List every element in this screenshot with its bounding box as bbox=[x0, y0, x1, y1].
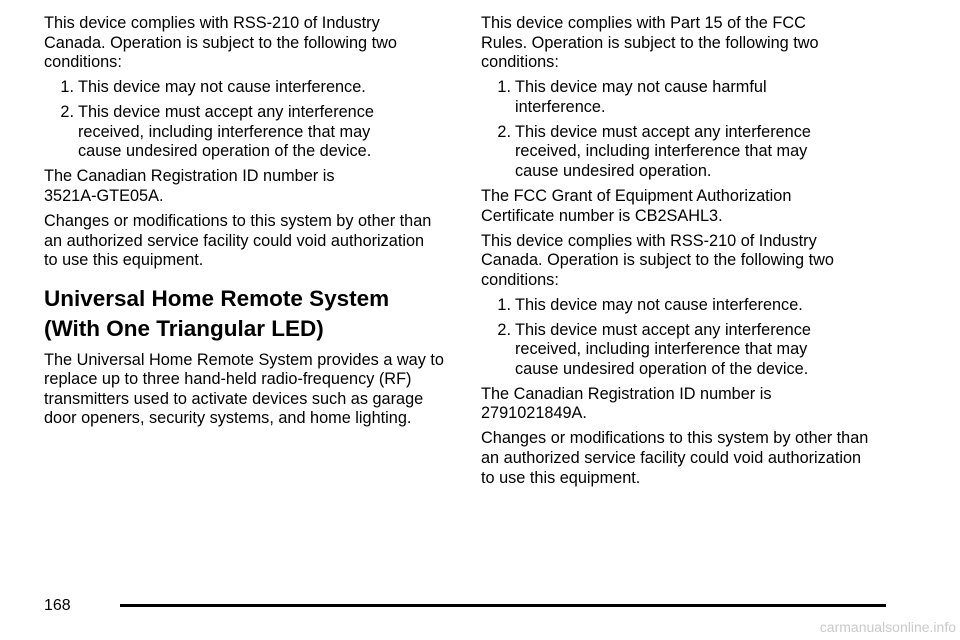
list-item-number: 2. bbox=[60, 103, 74, 122]
list-item-text: This device may not cause harmful interference. bbox=[515, 78, 767, 116]
list-item bbox=[481, 296, 881, 316]
page-number: 168 bbox=[44, 597, 71, 614]
footer-rule bbox=[120, 604, 886, 607]
rss-intro-paragraph: This device complies with RSS-210 of Industry Canada. Operation is subject to the following two conditions: bbox=[44, 14, 397, 72]
list-item bbox=[44, 103, 444, 162]
changes-paragraph: Changes or modifications to this system by other than an authorized service facility could void authorization to use this equipment. bbox=[44, 211, 432, 270]
fcc-intro-paragraph: This device complies with Part 15 of the FCC Rules. Operation is subject to the following two conditions: bbox=[481, 14, 819, 72]
list-item-number: 1. bbox=[497, 295, 511, 314]
fcc-conditions-list bbox=[481, 78, 881, 181]
rss-conditions-list bbox=[44, 78, 444, 162]
list-item-number: 2. bbox=[497, 122, 511, 141]
list-item bbox=[44, 78, 444, 98]
list-item-text: This device may not cause interference. bbox=[515, 295, 803, 314]
list-item-number: 1. bbox=[497, 78, 511, 97]
fcc-grant-paragraph: The FCC Grant of Equipment Authorization Certificate number is CB2SAHL3. bbox=[481, 186, 792, 225]
list-item bbox=[481, 321, 881, 380]
right-column bbox=[481, 14, 881, 494]
list-item bbox=[481, 78, 881, 117]
list-item-text: This device may not cause interference. bbox=[78, 78, 366, 97]
list-item-number: 1. bbox=[60, 78, 74, 97]
list-item-number: 2. bbox=[497, 320, 511, 339]
description-paragraph: The Universal Home Remote System provides a way to replace up to three hand-held radio-frequency (RF) transmitters used to activate devices such as garage door openers, security systems, and home lighting. bbox=[44, 350, 444, 428]
changes-paragraph: Changes or modifications to this system by other than an authorized service facility could void authorization to use this equipment. bbox=[481, 429, 869, 487]
watermark: carmanualsonline.info bbox=[819, 619, 956, 635]
list-item-text: This device must accept any interference received, including interference that may cause undesired operation of the device. bbox=[515, 320, 811, 378]
left-column bbox=[44, 14, 444, 434]
list-item-text: This device must accept any interference received, including interference that may cause undesired operation. bbox=[515, 122, 811, 180]
list-item bbox=[481, 123, 881, 182]
rss-conditions-list bbox=[481, 296, 881, 380]
page-footer bbox=[44, 596, 886, 616]
rss-intro-paragraph: This device complies with RSS-210 of Industry Canada. Operation is subject to the following two conditions: bbox=[481, 231, 834, 289]
list-item-text: This device must accept any interference received, including interference that may cause undesired operation of the device. bbox=[78, 103, 374, 161]
section-heading-line1: Universal Home Remote System bbox=[44, 285, 390, 311]
section-heading bbox=[44, 284, 444, 344]
registration-paragraph: The Canadian Registration ID number is 3521A-GTE05A. bbox=[44, 167, 335, 205]
registration-paragraph: The Canadian Registration ID number is 2791021849A. bbox=[481, 384, 772, 423]
section-heading-line2: (With One Triangular LED) bbox=[44, 315, 324, 341]
